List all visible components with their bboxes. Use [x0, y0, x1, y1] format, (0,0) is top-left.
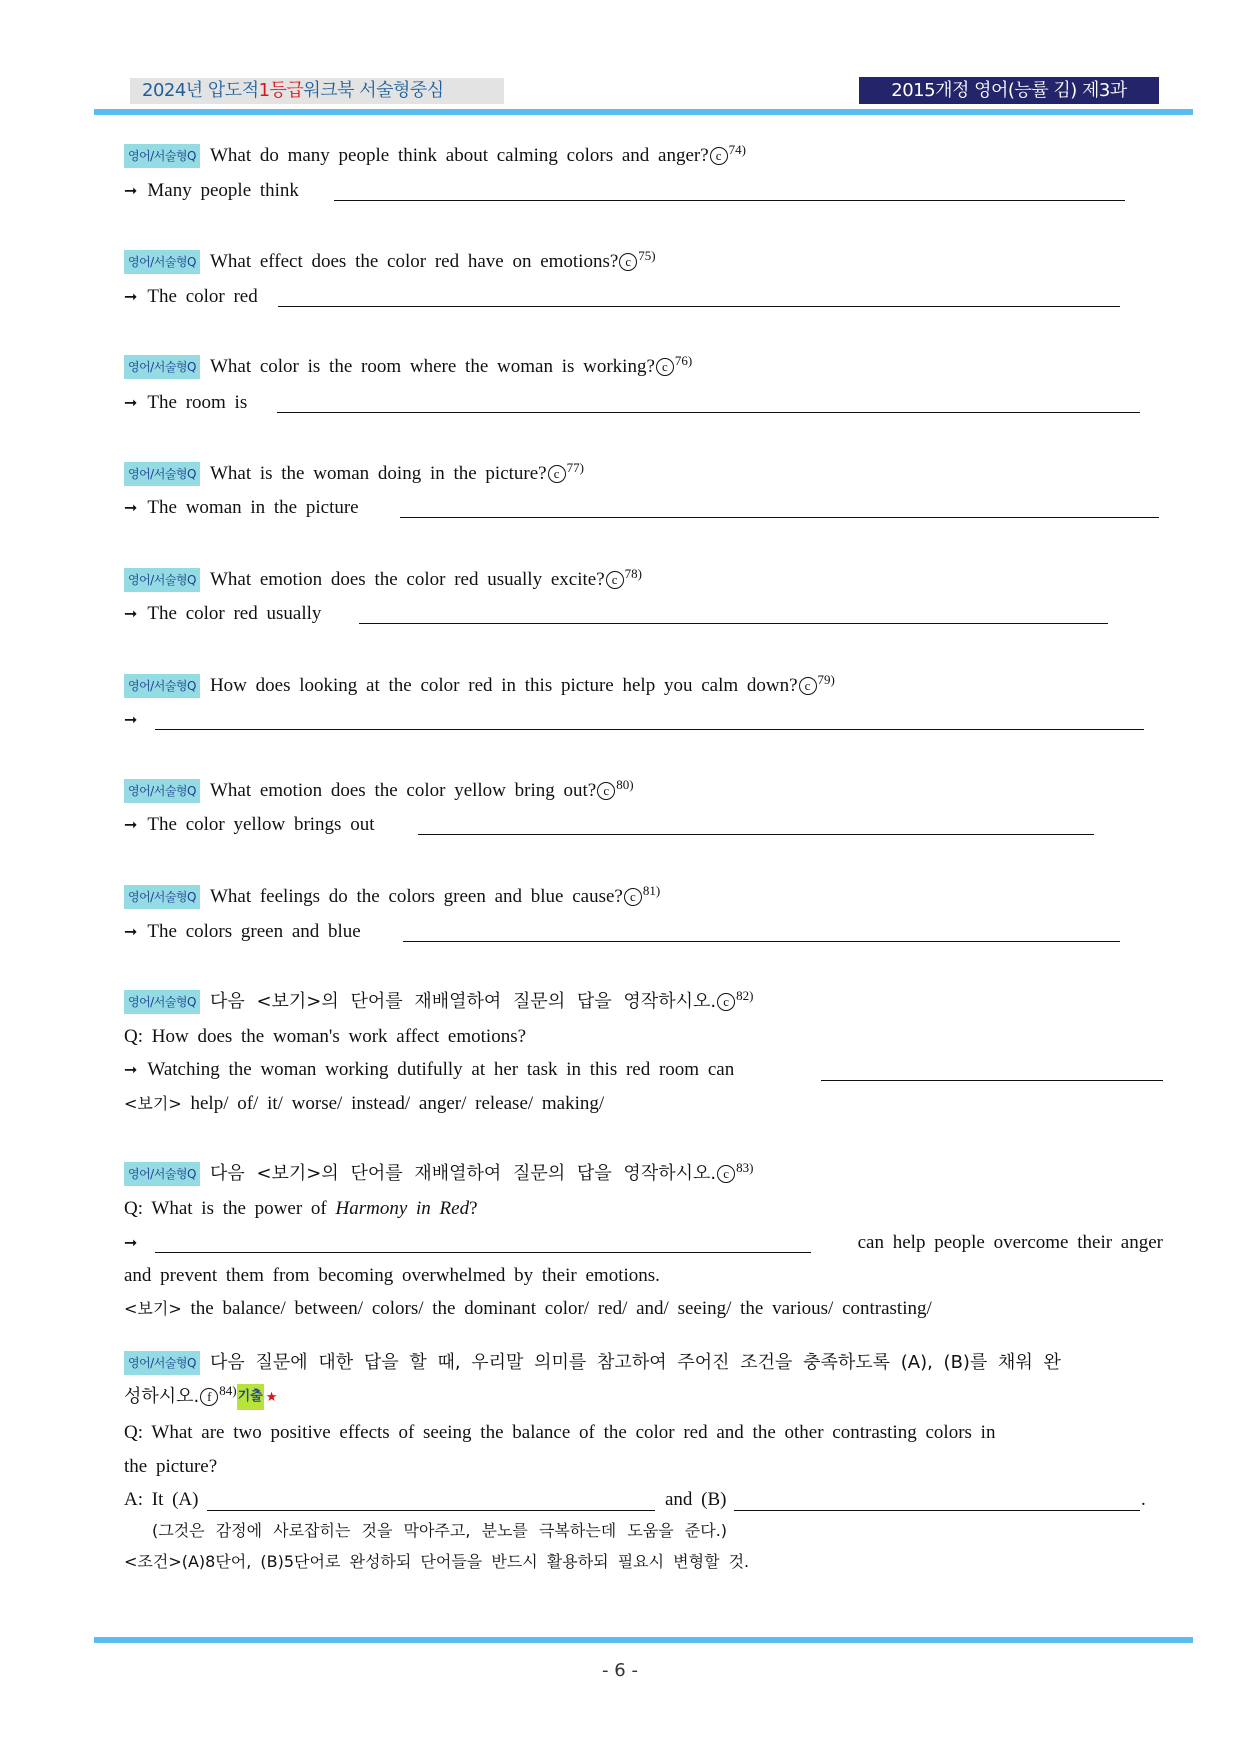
question-78	[124, 567, 642, 593]
q84-question: Q: What are two positive effects of seeing the balance of the color red and the other contrasting colors in	[124, 1422, 996, 1443]
question-tag: 영어/서술형Q	[124, 1162, 200, 1186]
answer-blank[interactable]	[155, 1252, 811, 1253]
instruction: 다음 <보기>의 단어를 재배열하여 질문의 답을 영작하시오.	[209, 991, 717, 1012]
answer-line	[124, 601, 321, 627]
arrow-icon: ➞	[124, 393, 138, 412]
question-text: What emotion does the color yellow bring out?	[209, 780, 597, 801]
answer-period: .	[1141, 1489, 1146, 1510]
header-divider	[94, 109, 1193, 115]
question-tag: 영어/서술형Q	[124, 568, 200, 592]
question-tag: 영어/서술형Q	[124, 990, 200, 1014]
question-79	[124, 673, 835, 699]
page-number: - 6 -	[602, 1660, 638, 1681]
conditions: <조건>(A)8단어, (B)5단어로 완성하되 단어들을 반드시 활용하되 필요시 변형할 것.	[124, 1552, 750, 1571]
answer-prefix: Watching the woman working dutifully at her task in this red room can	[147, 1059, 735, 1080]
box-label: <보기>	[124, 1299, 182, 1318]
arrow-icon: ➞	[124, 181, 138, 200]
answer-line	[124, 495, 359, 521]
answer-line	[124, 919, 361, 945]
question-76	[124, 354, 692, 380]
footer-divider	[94, 1637, 1193, 1643]
lesson-label: 2015개정 영어(능률 김) 제3과	[859, 77, 1159, 104]
answer-blank[interactable]	[359, 623, 1108, 624]
question-text: ?	[469, 1198, 478, 1219]
artwork-title: Harmony in Red	[335, 1198, 470, 1219]
instruction: 다음 <보기>의 단어를 재배열하여 질문의 답을 영작하시오.	[209, 1163, 717, 1184]
q84-answer-b: and (B)	[665, 1489, 727, 1510]
question-77	[124, 461, 584, 487]
answer-blank[interactable]	[418, 834, 1094, 835]
arrow-icon: ➞	[124, 1060, 138, 1079]
answer-blank[interactable]	[155, 729, 1144, 730]
question-tag: 영어/서술형Q	[124, 779, 200, 803]
question-tag: 영어/서술형Q	[124, 462, 200, 486]
question-84-cont	[124, 1384, 277, 1410]
korean-hint: (그것은 감정에 사로잡히는 것을 막아주고, 분노를 극복하는데 도움을 준다.)	[152, 1521, 728, 1540]
answer-prefix: The room is	[147, 392, 248, 413]
question-83	[124, 1161, 753, 1187]
answer-blank[interactable]	[278, 306, 1120, 307]
footnote-number: 84)	[219, 1383, 237, 1398]
answer-line	[124, 812, 374, 838]
source-mark-icon: c	[799, 677, 817, 695]
answer-prefix: The color yellow brings out	[147, 814, 375, 835]
q83-answer	[124, 1230, 147, 1256]
footnote-number: 74)	[728, 142, 747, 157]
q84-answer-a: A: It (A)	[124, 1489, 199, 1510]
answer-line	[124, 178, 299, 204]
star-icon: ★	[265, 1389, 278, 1404]
answer-blank-a[interactable]	[207, 1510, 655, 1511]
source-mark-icon: f	[200, 1388, 218, 1406]
question-text: What color is the room where the woman is working?	[209, 356, 655, 377]
source-mark-icon: c	[717, 993, 735, 1011]
question-text: What feelings do the colors green and blue cause?	[209, 886, 623, 907]
arrow-icon: ➞	[124, 287, 138, 306]
question-text: What is the woman doing in the picture?	[209, 463, 547, 484]
question-text: Q: What is the power of	[124, 1198, 336, 1219]
q84-question-cont: the picture?	[124, 1456, 218, 1477]
footnote-number: 77)	[566, 460, 584, 475]
footnote-number: 78)	[624, 566, 642, 581]
question-84	[124, 1350, 1061, 1376]
footnote-number: 79)	[817, 672, 835, 687]
q83-answer-continued: and prevent them from becoming overwhelmed by their emotions.	[124, 1265, 660, 1286]
box-words: help/ of/ it/ worse/ instead/ anger/ release/ making/	[190, 1093, 605, 1114]
q82-answer	[124, 1057, 734, 1083]
question-tag: 영어/서술형Q	[124, 885, 200, 909]
footnote-number: 80)	[616, 777, 634, 792]
q82-word-box	[124, 1091, 604, 1117]
question-tag: 영어/서술형Q	[124, 674, 200, 698]
source-mark-icon: c	[710, 147, 728, 165]
question-text: What effect does the color red have on emotions?	[209, 251, 619, 272]
question-text: What emotion does the color red usually excite?	[209, 569, 605, 590]
answer-prefix: The colors green and blue	[147, 921, 361, 942]
question-81	[124, 884, 660, 910]
source-mark-icon: c	[619, 253, 637, 271]
question-80	[124, 778, 634, 804]
source-mark-icon: c	[656, 358, 674, 376]
footnote-number: 76)	[674, 353, 693, 368]
answer-prefix: The color red	[147, 286, 258, 307]
answer-blank-b[interactable]	[734, 1510, 1140, 1511]
answer-line	[124, 390, 247, 416]
question-74	[124, 143, 746, 169]
answer-blank[interactable]	[334, 200, 1125, 201]
question-75	[124, 249, 656, 275]
answer-line	[124, 284, 258, 310]
footnote-number: 83)	[736, 1160, 754, 1175]
question-tag: 영어/서술형Q	[124, 144, 200, 168]
question-text: How does looking at the color red in this picture help you calm down?	[209, 675, 798, 696]
arrow-icon: ➞	[124, 710, 138, 729]
arrow-icon: ➞	[124, 922, 138, 941]
workbook-title	[130, 78, 504, 104]
question-tag: 영어/서술형Q	[124, 250, 200, 274]
title-highlight: 1등급	[258, 80, 304, 101]
source-mark-icon: c	[597, 782, 615, 800]
answer-blank[interactable]	[400, 517, 1159, 518]
arrow-icon: ➞	[124, 1233, 138, 1252]
box-words: the balance/ between/ colors/ the dominant color/ red/ and/ seeing/ the various/ contrasting/	[190, 1298, 932, 1319]
arrow-icon: ➞	[124, 815, 138, 834]
footnote-number: 82)	[736, 988, 754, 1003]
title-part: 워크북 서술형중심	[303, 80, 444, 101]
answer-blank[interactable]	[277, 412, 1140, 413]
answer-prefix: Many people think	[147, 180, 299, 201]
question-text: What do many people think about calming colors and anger?	[209, 145, 709, 166]
instruction: 성하시오.	[124, 1386, 200, 1407]
box-label: <보기>	[124, 1094, 182, 1113]
answer-blank[interactable]	[821, 1080, 1163, 1081]
past-exam-badge: 기출	[237, 1384, 264, 1410]
footnote-number: 75)	[638, 248, 656, 263]
instruction: 다음 질문에 대한 답을 할 때, 우리말 의미를 참고하여 주어진 조건을 충족하도록 (A), (B)를 채워 완	[209, 1352, 1061, 1373]
title-part: 2024년 압도적	[142, 80, 259, 101]
arrow-icon: ➞	[124, 498, 138, 517]
source-mark-icon: c	[606, 571, 624, 589]
source-mark-icon: c	[624, 888, 642, 906]
answer-prefix: The color red usually	[147, 603, 322, 624]
answer-blank[interactable]	[403, 941, 1120, 942]
q82-question: Q: How does the woman's work affect emotions?	[124, 1026, 527, 1047]
question-tag: 영어/서술형Q	[124, 355, 200, 379]
answer-prefix: The woman in the picture	[147, 497, 359, 518]
q83-answer-suffix: can help people overcome their anger	[857, 1232, 1163, 1253]
arrow-icon: ➞	[124, 604, 138, 623]
question-82	[124, 989, 753, 1015]
footnote-number: 81)	[642, 883, 661, 898]
q83-question	[124, 1196, 478, 1222]
answer-line	[124, 707, 147, 733]
source-mark-icon: c	[717, 1165, 735, 1183]
q83-word-box	[124, 1296, 932, 1322]
question-tag: 영어/서술형Q	[124, 1351, 200, 1375]
source-mark-icon: c	[548, 465, 566, 483]
